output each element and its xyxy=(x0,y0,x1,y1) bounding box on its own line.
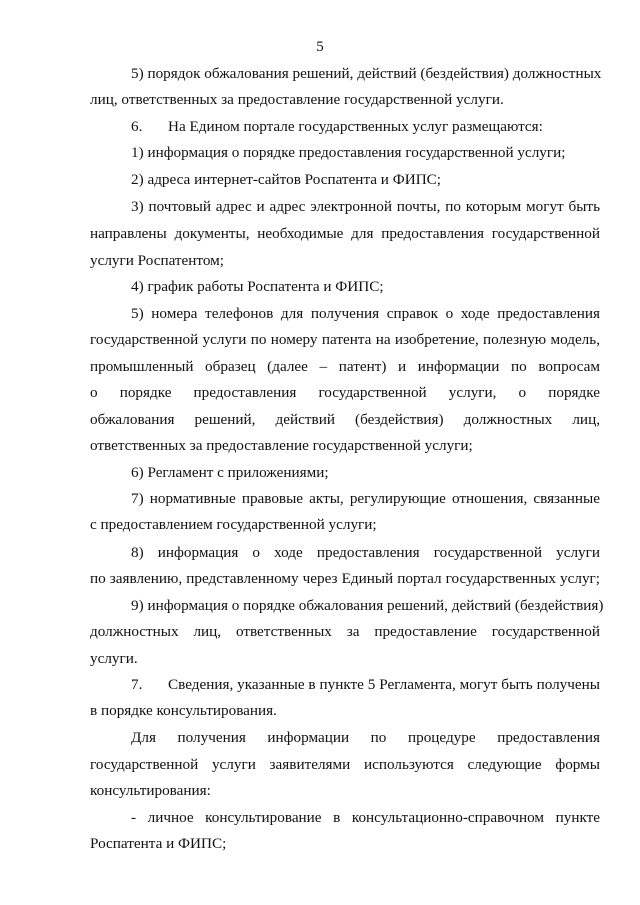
section6-item5-line2: государственной услуги по номеру патента на изобретение, полезную модель, xyxy=(90,331,600,348)
consult-personal-line2: Роспатента и ФИПС; xyxy=(90,835,227,852)
section6-item3-line2: направлены документы, необходимые для предоставления государственной xyxy=(90,225,600,242)
section6-item6: 6) Регламент с приложениями; xyxy=(131,464,329,481)
section6-item4: 4) график работы Роспатента и ФИПС; xyxy=(131,278,384,295)
section6-item9-line2: должностных лиц, ответственных за предоставление государственной xyxy=(90,623,600,640)
section6-item7-line2: с предоставлением государственной услуги; xyxy=(90,516,377,533)
section6-item5-line6: ответственных за предоставление государственной услуги; xyxy=(90,437,473,454)
item5-line1: 5) порядок обжалования решений, действий (бездействия) должностных xyxy=(131,65,602,82)
item5-line2: лиц, ответственных за предоставление государственной услуги. xyxy=(90,91,504,108)
consult-para-line3: консультирования: xyxy=(90,782,211,799)
page-number: 5 xyxy=(316,39,324,55)
section6-item8-line2: по заявлению, представленному через Единый портал государственных услуг; xyxy=(90,570,600,587)
section6-intro: На Едином портале государственных услуг размещаются: xyxy=(168,118,543,135)
section6-item5-line1: 5) номера телефонов для получения справок о ходе предоставления xyxy=(131,305,600,322)
section6-item8-line1: 8) информация о ходе предоставления государственной услуги xyxy=(131,544,600,561)
section6-item5-line5: обжалования решений, действий (бездействия) должностных лиц, xyxy=(90,411,600,428)
section6-item9-line3: услуги. xyxy=(90,650,138,667)
section6-item9-line1: 9) информация о порядке обжалования решений, действий (бездействия) xyxy=(131,597,604,614)
section6-item5-line3: промышленный образец (далее – патент) и информации по вопросам xyxy=(90,358,600,375)
section7-number: 7. xyxy=(131,676,143,693)
consult-para-line2: государственной услуги заявителями используются следующие формы xyxy=(90,756,600,773)
section6-item3-line1: 3) почтовый адрес и адрес электронной почты, по которым могут быть xyxy=(131,198,600,215)
section6-item2: 2) адреса интернет-сайтов Роспатента и ФИПС; xyxy=(131,171,442,188)
section7-line1: Сведения, указанные в пункте 5 Регламента, могут быть получены xyxy=(168,676,600,693)
section7-line2: в порядке консультирования. xyxy=(90,702,277,719)
section6-item1: 1) информация о порядке предоставления государственной услуги; xyxy=(131,144,566,161)
consult-personal-line1: - личное консультирование в консультационно-справочном пункте xyxy=(131,809,600,826)
section6-item5-line4: о порядке предоставления государственной услуги, о порядке xyxy=(90,384,600,401)
consult-para-line1: Для получения информации по процедуре предоставления xyxy=(131,729,600,746)
section6-number: 6. xyxy=(131,118,143,135)
section6-item7-line1: 7) нормативные правовые акты, регулирующие отношения, связанные xyxy=(131,490,600,507)
section6-item3-line3: услуги Роспатентом; xyxy=(90,252,224,269)
